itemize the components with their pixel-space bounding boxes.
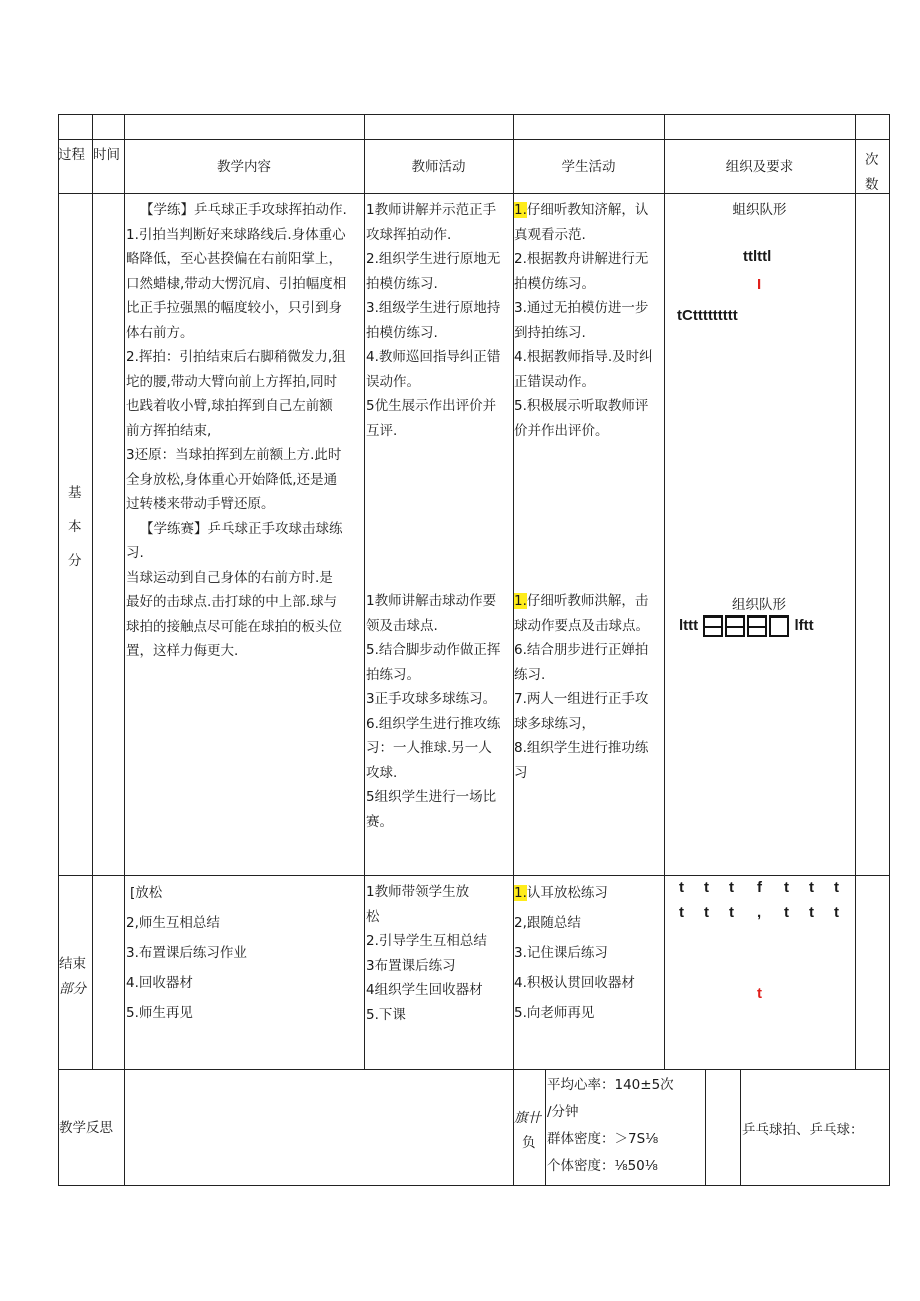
content-line: 比正手拉强黑的幅度较小，只引到身 (126, 300, 342, 316)
formation-box-icon (725, 615, 745, 637)
table-line (364, 114, 365, 1069)
basic-teacher-activities-1: 1教师讲解并示范正手 攻球挥拍动作. 2.组织学生进行原地无 拍模仿练习. 3.组级学生进行原地持 拍模仿练习. 4.教师巡回指导纠正错 误动作。 5优生展示作出评价并 互评. (366, 202, 501, 439)
content-line: 口然蜡棣,带动大愣沉肩、引拍幅度相 (126, 275, 347, 292)
table-bottom-border (58, 1185, 890, 1186)
header-process: 过程 (58, 147, 85, 163)
table-line (58, 193, 890, 194)
table-line (58, 139, 890, 140)
org2-left-group: lttt (679, 617, 699, 634)
basic-teacher-activities-2: 1教师讲解击球动作要 领及击球点. 5.结合脚步动作做正挥 拍练习。 3正手攻球多球练习。 6.组织学生进行推攻练 习：一人推球.另一人 攻球. 5组织学生进行一场比 赛。 (366, 593, 501, 830)
reflection-label: 教学反思 (59, 1120, 113, 1136)
end-formation-teacher: t (757, 985, 762, 1002)
content-line: 最好的击球点.击打球的中上部.球与 (126, 594, 338, 610)
basic-label: 基 本 分 (68, 485, 82, 569)
content-line: 1.引拍当判断好来球路线后.身体重心 (126, 226, 346, 243)
end-student-activities: 1.认耳放松练习 2,跟随总结 3.记住课后练习 4.积极认贯回收器材 5.向老师再见 (514, 885, 635, 1021)
content-line: 也践着收小臂,球拍挥到自己左前额 (126, 398, 333, 414)
content-line: 体右前方。 (126, 324, 194, 341)
org2-formation (679, 613, 814, 639)
end-content: [放松 2,师生互相总结 3.布置课后练习作业 4.回收器材 5.师生再见 (126, 885, 247, 1021)
header-count: 次 数 (865, 152, 879, 193)
table-line (58, 1069, 890, 1070)
basic-content (126, 198, 347, 664)
content-line: 3还原：当球拍挥到左前额上方.此时 (126, 447, 342, 463)
content-line: 略降低，至心甚揆偏在右前阳掌上， (126, 251, 342, 267)
load-label: 旗卄 负 (514, 1110, 541, 1151)
content-line: 坨的腰,带动大臂向前上方挥拍,同时 (126, 373, 338, 390)
org1-formation-row1: ttlttl (743, 248, 772, 265)
formation-box-icon (703, 615, 723, 637)
basic-student-activities-2: 1.仔细听教师洪解，击 球动作要点及击球点。 6.结合朋步进行正婵拍 练习. 7.两人一组进行正手攻 球多球练习， 8.组织学生进行推功练 习 (514, 593, 649, 781)
highlight-number: 1. (514, 885, 527, 901)
org1-formation-row2: tCttttttttt (677, 307, 738, 324)
end-formation-row2: t t t , t t t (679, 904, 839, 921)
table-line (124, 114, 125, 1186)
equipment: 乒乓球拍、乒乓球： (742, 1122, 864, 1138)
table-left-border (58, 114, 59, 1186)
content-line: 置，这样力侮更大. (126, 643, 239, 659)
content-line: 2.挥拍：引拍结束后右脚稍微发力,狙 (126, 349, 346, 365)
content-line: 【学练赛】乒乓球正手攻球击球练 (140, 520, 343, 537)
load-stats: 平均心率：140±5次 /分钟 群体密度：＞7S⅛ 个体密度：⅛50⅛ (547, 1077, 674, 1174)
table-right-border (889, 114, 890, 1186)
table-line (740, 1069, 741, 1186)
content-line: 全身放松,身体重心开始降低,还是通 (126, 471, 338, 488)
org1-formation-marker: I (757, 276, 762, 293)
table-top-border (58, 114, 890, 115)
content-line: 当球运动到自己身体的右前方时.是 (126, 569, 333, 586)
table-line (545, 1069, 546, 1186)
end-formation-row1: t t t f t t t (679, 879, 839, 896)
table-line (664, 114, 665, 1069)
formation-box-icon (769, 615, 789, 637)
org1-title: 蛆织队形 (732, 202, 787, 218)
highlight-number: 1. (514, 593, 527, 609)
content-line: 习. (126, 545, 144, 561)
table-line (855, 114, 856, 1069)
header-organization: 组织及要求 (725, 159, 794, 175)
table-line (705, 1069, 706, 1186)
basic-student-activities-1: 1.仔细听教知济解，认 真观看示范. 2.根据教舟讲解进行无 拍模仿练习。 3.通过无拍模仿进一步 到持拍练习. 4.根据教师指导.及时纠 正错误动作。 5.积极展示听取教师评 价并作出评价。 (514, 202, 653, 439)
org2-title: 组织队形 (732, 597, 786, 613)
header-content: 教学内容 (217, 159, 271, 175)
highlight-number: 1. (514, 202, 527, 218)
end-teacher-activities: 1教师带领学生放 松 2.引导学生互相总结 3布置课后练习 4组织学生回收器材 5.下课 (366, 884, 487, 1023)
content-line: 前方挥拍结束, (126, 422, 212, 439)
content-line: 【学练】乒乓球正手攻球挥拍动作. (140, 202, 347, 218)
content-line: 球拍的接触点尽可能在球拍的板头位 (126, 618, 342, 635)
header-student: 学生活动 (561, 159, 616, 175)
content-line: 过转楼来带动手臂还原。 (126, 496, 275, 512)
org2-right-group: lftt (794, 617, 814, 634)
formation-box-icon (747, 615, 767, 637)
end-label: 结束 部分 (59, 956, 86, 997)
header-teacher: 教师活动 (411, 159, 466, 175)
header-time: 时间 (93, 147, 120, 163)
table-line (92, 114, 93, 1069)
